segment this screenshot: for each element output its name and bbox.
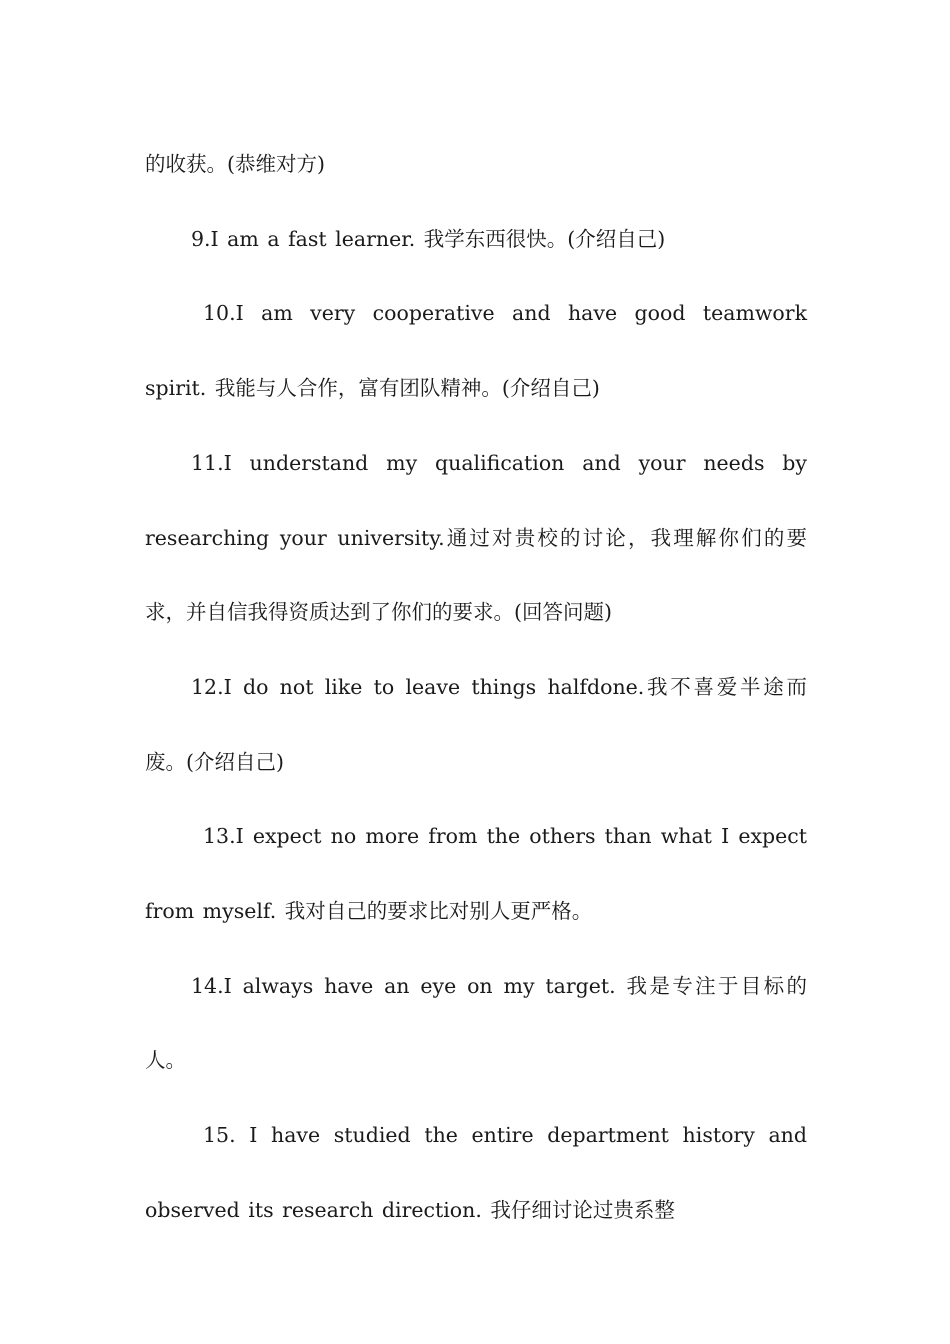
paragraph-15: 15. I have studied the entire department history and observed its research direction. 我仔细讨论过贵系整 [145,1123,807,1222]
paragraph-14: 14.I always have an eye on my target. 我是专注于目标的人。 [145,973,807,1073]
paragraph-9: 9.I am a fast learner. 我学东西很快。(介绍自己) [191,226,666,251]
document-body [145,127,807,1248]
paragraph-8-continuation: 的收获。(恭维对方) [145,152,325,176]
paragraph-10: 10.I am very cooperative and have good teamwork spirit. 我能与人合作，富有团队精神。(介绍自己) [145,301,807,401]
paragraph-13: 13.I expect no more from the others than what I expect from myself. 我对自己的要求比对别人更严格。 [145,824,807,924]
paragraph-11: 11.I understand my qualification and your needs by researching your university.通过对贵校的讨论，我理解你们的要求，并自信我得资质达到了你们的要求。(回答问题) [145,450,807,625]
paragraph-12: 12.I do not like to leave things halfdone.我不喜爱半途而废。(介绍自己) [145,674,807,774]
